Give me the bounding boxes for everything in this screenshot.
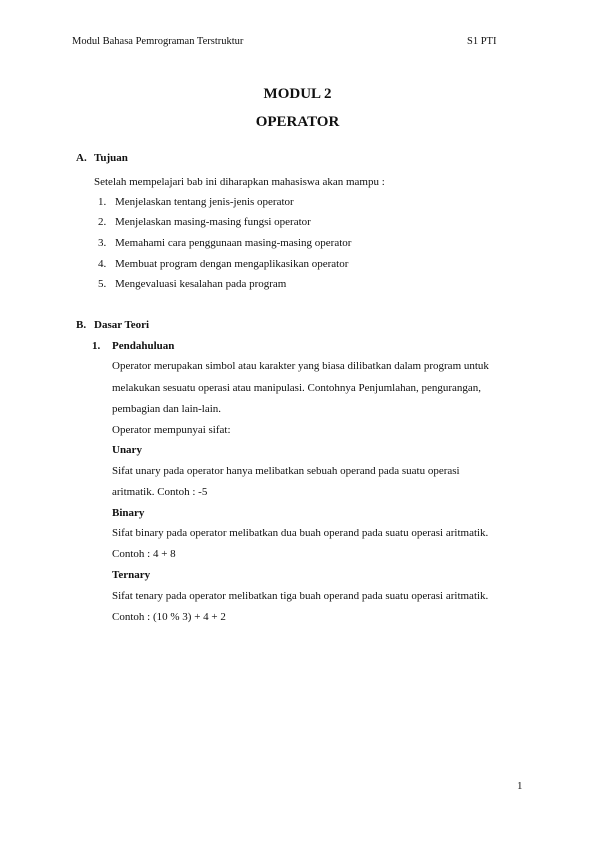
body-line: Contoh : (10 % 3) + 4 + 2 [112,611,226,623]
page-number: 1 [517,780,523,792]
section-a-title: Tujuan [94,152,128,164]
list-item-text: Menjelaskan tentang jenis-jenis operator [115,196,294,208]
binary-heading: Binary [112,507,145,519]
body-line: Sifat tenary pada operator melibatkan tiga buah operand pada suatu operasi aritmatik. [112,590,489,602]
list-item-text: Menjelaskan masing-masing fungsi operator [115,216,311,228]
section-b-title: Dasar Teori [94,319,150,331]
section-a-heading [76,152,128,164]
unary-heading: Unary [112,444,142,456]
section-a-letter: A. [76,152,87,164]
list-item [98,237,351,249]
module-subtitle: OPERATOR [255,114,340,130]
subsection-title: Pendahuluan [112,340,175,352]
list-item [98,278,286,290]
subsection-number: 1. [92,340,101,352]
list-item [98,196,294,208]
list-item [98,216,311,228]
body-line: pembagian dan lain-lain. [112,403,222,415]
module-title: MODUL 2 [263,86,332,102]
running-header-program: S1 PTI [467,36,497,47]
body-line: Operator merupakan simbol atau karakter yang biasa dilibatkan dalam program untuk [112,360,489,372]
section-b-letter: B. [76,319,87,331]
list-item-number: 5. [98,278,107,290]
list-item-text: Mengevaluasi kesalahan pada program [115,278,287,290]
body-line: Operator mempunyai sifat: [112,424,231,436]
body-line: Sifat binary pada operator melibatkan dua buah operand pada suatu operasi aritmatik. [112,527,489,539]
body-line: Sifat unary pada operator hanya melibatkan sebuah operand pada suatu operasi [112,465,460,477]
body-line: Contoh : 4 + 8 [112,548,176,560]
section-b-heading [76,319,149,331]
list-item-number: 4. [98,258,107,270]
section-a-intro: Setelah mempelajari bab ini diharapkan mahasiswa akan mampu : [94,176,385,188]
body-line: aritmatik. Contoh : -5 [112,486,208,498]
running-header-title: Modul Bahasa Pemrograman Terstruktur [72,36,244,47]
ternary-heading: Ternary [112,569,151,581]
body-line: melakukan sesuatu operasi atau manipulasi. Contohnya Penjumlahan, pengurangan, [112,382,482,394]
list-item-number: 2. [98,216,107,228]
list-item-text: Memahami cara penggunaan masing-masing operator [115,237,352,249]
list-item-number: 3. [98,237,107,249]
subsection-heading [92,340,174,352]
list-item-text: Membuat program dengan mengaplikasikan operator [115,258,349,270]
list-item [98,258,348,270]
list-item-number: 1. [98,196,107,208]
